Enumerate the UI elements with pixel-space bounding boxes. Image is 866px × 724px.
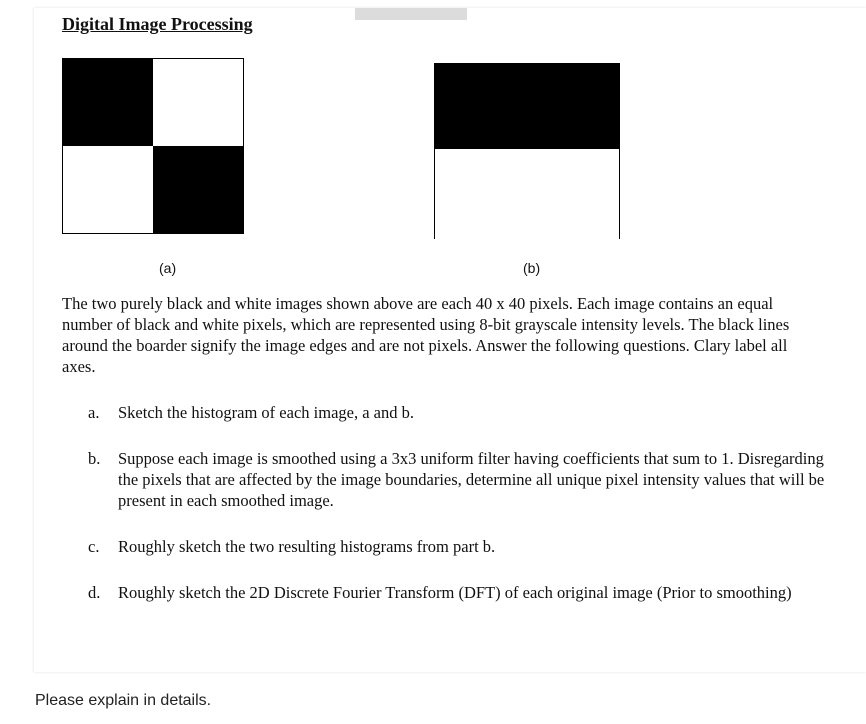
figure-a-cell-bottom-left — [63, 146, 153, 233]
question-item — [88, 402, 828, 423]
figure-a-checkerboard — [62, 58, 244, 234]
figure-a-cell-top-left — [63, 59, 153, 146]
question-text: Roughly sketch the two resulting histograms from part b. — [118, 537, 496, 556]
question-marker: d. — [88, 583, 101, 602]
scroll-tab — [355, 8, 467, 20]
figure-b-right-edge — [619, 149, 620, 239]
question-item — [88, 536, 828, 557]
question-list — [88, 402, 828, 603]
problem-description: The two purely black and white images shown above are each 40 x 40 pixels. Each image contains an equal number of black and white pixels, which are represented using 8-bit grayscale intensity levels. The black lines around the boarder signify the image edges and are not pixels. Answer the following questions. Clary label all axes. — [62, 294, 790, 376]
figure-a-cell-bottom-right — [153, 146, 243, 233]
question-item — [88, 582, 828, 603]
question-marker: b. — [88, 449, 101, 468]
figure-b-half-split — [434, 63, 620, 239]
question-item — [88, 448, 828, 511]
figure-b-caption: (b) — [523, 260, 541, 276]
question-marker: c. — [88, 537, 100, 556]
document-title: Digital Image Processing — [62, 14, 253, 34]
question-text: Suppose each image is smoothed using a 3x3 uniform filter having coefficients that sum to 1. Disregarding the pixels that are affected by the image boundaries, determine all unique pixel intensity values that will be present in each smoothed image. — [118, 449, 825, 510]
figure-a-caption: (a) — [159, 260, 177, 276]
question-text: Sketch the histogram of each image, a and b. — [118, 403, 414, 422]
question-text: Roughly sketch the 2D Discrete Fourier Transform (DFT) of each original image (Prior to smoothing) — [118, 583, 792, 602]
figure-b-top-half — [434, 63, 620, 149]
figure-a-cell-top-right — [153, 59, 243, 146]
explain-note: Please explain in details. — [35, 692, 212, 709]
question-marker: a. — [88, 403, 100, 422]
figure-b-left-edge — [434, 149, 435, 239]
